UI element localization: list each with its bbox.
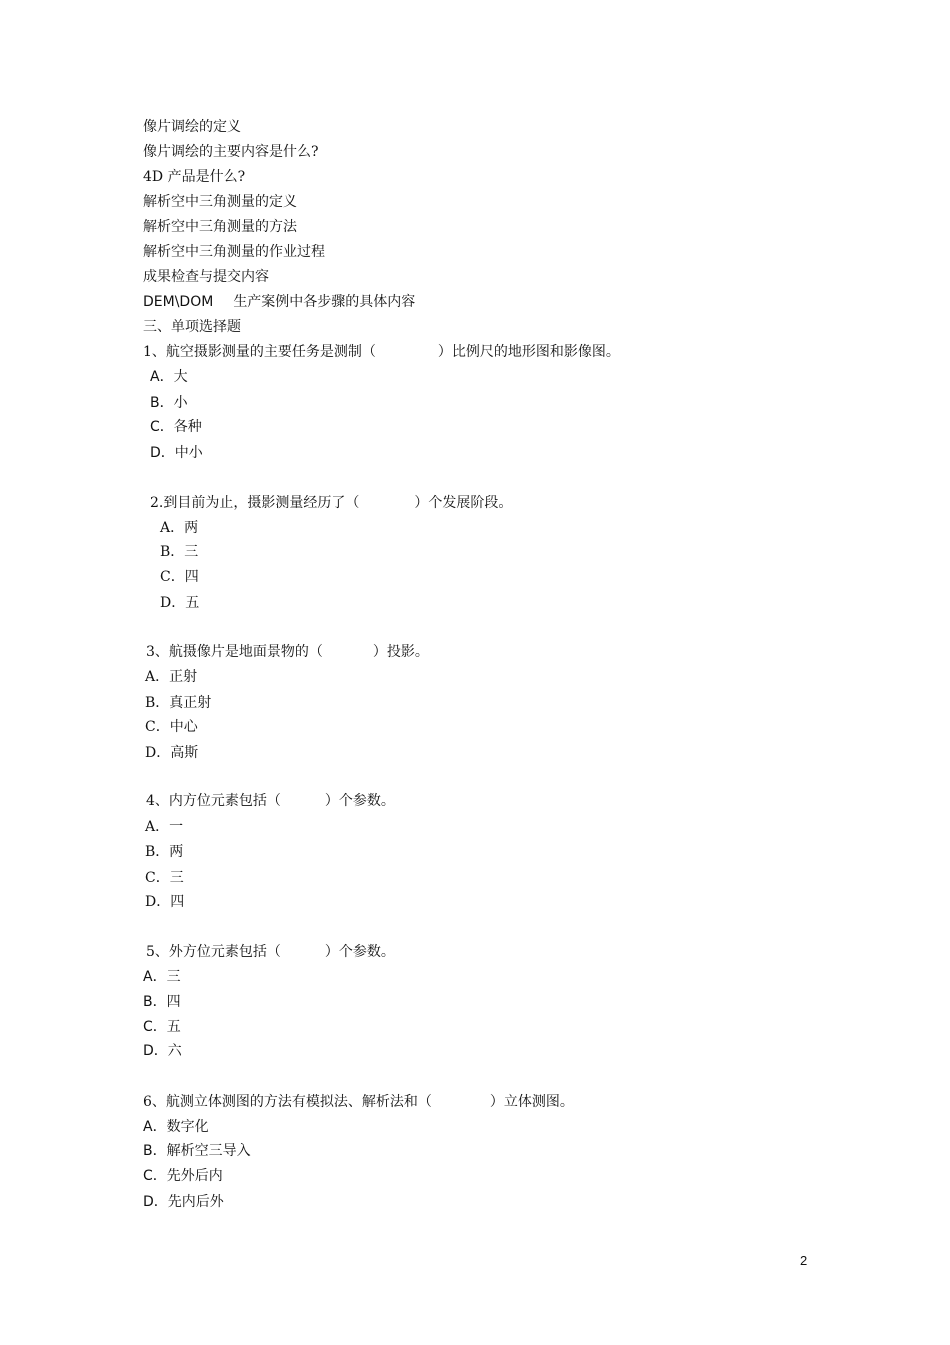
- question-6-tail: ）立体测图。: [489, 1094, 574, 1110]
- option-c: C．各种: [150, 419, 202, 435]
- option-b: B．解析空三导入: [143, 1143, 251, 1159]
- topic-line: 像片调绘的定义: [143, 119, 241, 135]
- option-a: A．大: [150, 369, 188, 385]
- topic-line: 4D 产品是什么?: [143, 169, 246, 185]
- question-4-tail: ）个参数。: [324, 793, 395, 809]
- question-5-stem: 5、外方位元素包括（: [146, 944, 281, 960]
- question-3-stem: 3、航摄像片是地面景物的（: [146, 644, 323, 660]
- dem-dom-line: [143, 293, 415, 311]
- topic-line: 解析空中三角测量的方法: [143, 219, 297, 235]
- option-a: A．三: [143, 969, 181, 985]
- option-b: B．四: [143, 994, 181, 1010]
- option-d: D．五: [160, 595, 200, 611]
- topic-line: 成果检查与提交内容: [143, 269, 269, 285]
- option-c: C．五: [143, 1019, 181, 1035]
- option-c: C．三: [145, 870, 184, 886]
- option-c: C．中心: [145, 719, 198, 735]
- question-2-stem: 2.到目前为止，摄影测量经历了（: [150, 495, 360, 511]
- option-a: A．两: [160, 520, 199, 536]
- option-d: D．中小: [150, 445, 203, 461]
- option-b: B．两: [145, 844, 184, 860]
- question-3: [146, 643, 429, 661]
- question-5: [146, 943, 395, 961]
- topic-line: 像片调绘的主要内容是什么?: [143, 144, 319, 160]
- option-b: B．三: [160, 544, 199, 560]
- question-1-stem: 1、航空摄影测量的主要任务是测制（: [143, 344, 376, 360]
- question-1: [143, 343, 620, 361]
- question-5-tail: ）个参数。: [324, 944, 395, 960]
- question-3-tail: ）投影。: [372, 644, 429, 660]
- option-b: B．真正射: [145, 695, 212, 711]
- question-1-tail: ）比例尺的地形图和影像图。: [437, 344, 620, 360]
- option-c: C．先外后内: [143, 1168, 223, 1184]
- option-d: D．高斯: [145, 745, 199, 761]
- dem-dom-prefix: DEM\DOM: [143, 294, 214, 310]
- page-number: 2: [800, 1253, 808, 1268]
- option-b: B．小: [150, 395, 188, 411]
- option-a: A．一: [145, 819, 184, 835]
- option-a: A．正射: [145, 669, 198, 685]
- topic-line: 解析空中三角测量的定义: [143, 194, 297, 210]
- option-d: D．先内后外: [143, 1194, 224, 1210]
- option-a: A．数字化: [143, 1119, 209, 1135]
- topic-line: 解析空中三角测量的作业过程: [143, 244, 325, 260]
- question-4: [146, 792, 395, 810]
- option-c: C．四: [160, 569, 199, 585]
- question-2: [150, 494, 512, 512]
- question-2-tail: ）个发展阶段。: [414, 495, 513, 511]
- option-d: D．六: [143, 1043, 182, 1059]
- question-4-stem: 4、内方位元素包括（: [146, 793, 281, 809]
- section-title: 三、单项选择题: [143, 319, 241, 335]
- question-6: [143, 1093, 574, 1111]
- dem-dom-rest: 生产案例中各步骤的具体内容: [233, 294, 416, 310]
- option-d: D．四: [145, 894, 185, 910]
- question-6-stem: 6、航测立体测图的方法有模拟法、解析法和（: [143, 1094, 432, 1110]
